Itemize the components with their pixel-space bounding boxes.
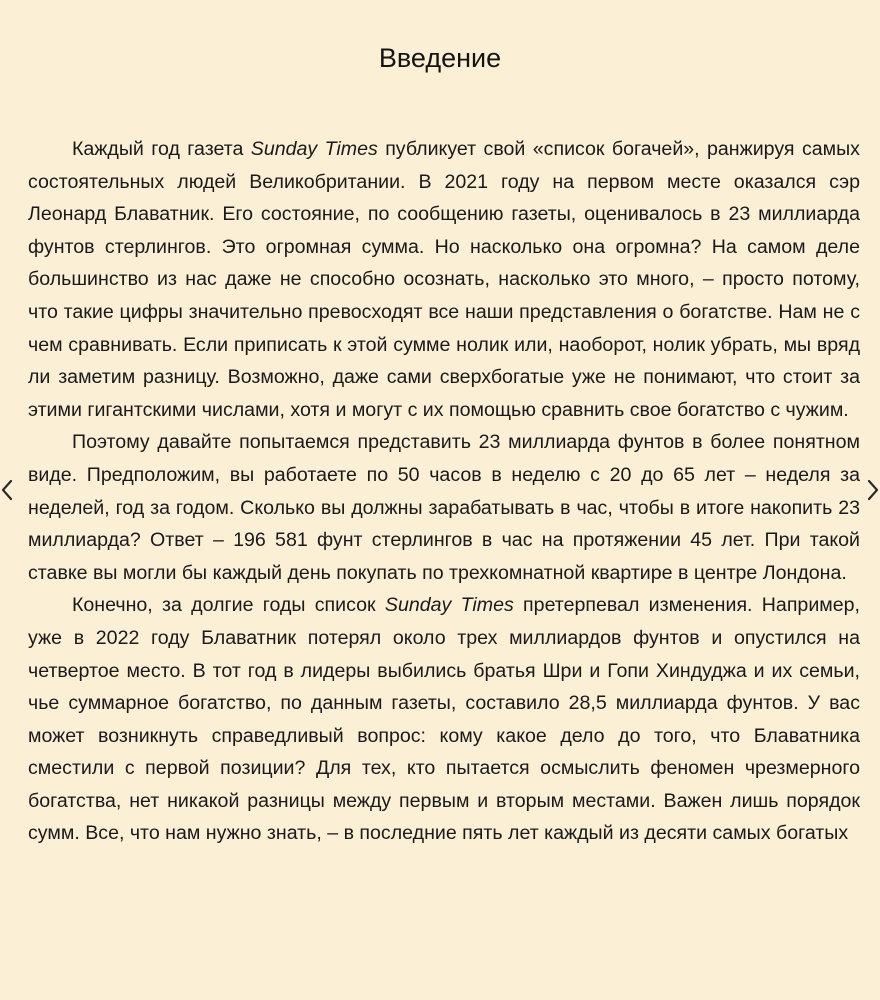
paragraph-text: Поэтому давайте попытаемся представить 23 миллиарда фунтов в более понятном виде. Предположим, вы работаете по 50 часов в неделю с 20 до 65 лет – неделя за неделей, год за годом. Сколько вы должны зарабатывать в час, чтобы в итоге накопить 23 миллиарда? Ответ – 196 581 фунт стерлингов в час на протяжении 45 лет. При такой ставке вы могли бы каждый день покупать по трехкомнатной квартире в центре Лондона. — [28, 431, 860, 584]
previous-page-button[interactable] — [0, 472, 14, 508]
chapter-title: Введение — [378, 43, 502, 73]
next-page-button[interactable] — [866, 472, 880, 508]
chevron-right-icon — [866, 472, 880, 508]
paragraph-text: претерпевал изменения. Например, уже в 2022 году Блаватник потерял около трех миллиардов фунтов и опустился на четвертое место. В тот год в лидеры выбились братья Шри и Гопи Хиндуджа и их семьи, чье суммарное богатство, по данным газеты, составило 28,5 миллиарда фунтов. У вас может возникнуть справедливый вопрос: кому какое дело до того, что Блаватника сместили с первой позиции? Для тех, кто пытается осмыслить феномен чрезмерного богатства, нет никакой разницы между первым и вторым местами. Важен лишь порядок сумм. Все, что нам нужно знать, – в последние пять лет каждый из десяти самых богатых — [28, 594, 860, 845]
paragraph — [28, 133, 860, 426]
paragraph-text: Каждый год газета — [72, 138, 251, 160]
newspaper-name: Sunday Times — [384, 594, 514, 617]
paragraph — [28, 589, 860, 850]
newspaper-name: Sunday Times — [250, 138, 378, 160]
paragraph-text: Конечно, за долгие годы список — [72, 594, 385, 617]
paragraph-text: публикует свой «список богачей», ранжируя самых состоятельных людей Великобритании. В 2021 году на первом месте оказался сэр Леонард Блаватник. Его состояние, по сообщению газеты, оценивалось в 23 миллиарда фунтов стерлингов. Это огромная сумма. Но насколько она огромна? На самом деле большинство из нас даже не способно осознать, насколько это много, – просто потому, что такие цифры значительно превосходят все наши представления о богатстве. Нам не с чем сравнивать. Если приписать к этой сумме нолик или, наоборот, нолик убрать, мы вряд ли заметим разницу. Возможно, даже сами сверхбогатые уже не понимают, что стоит за этими гигантскими числами, хотя и могут с их помощью сравнить свое богатство с чужим. — [28, 138, 860, 421]
paragraph — [28, 426, 860, 589]
chevron-left-icon — [0, 472, 14, 508]
chapter-text — [28, 133, 860, 1000]
